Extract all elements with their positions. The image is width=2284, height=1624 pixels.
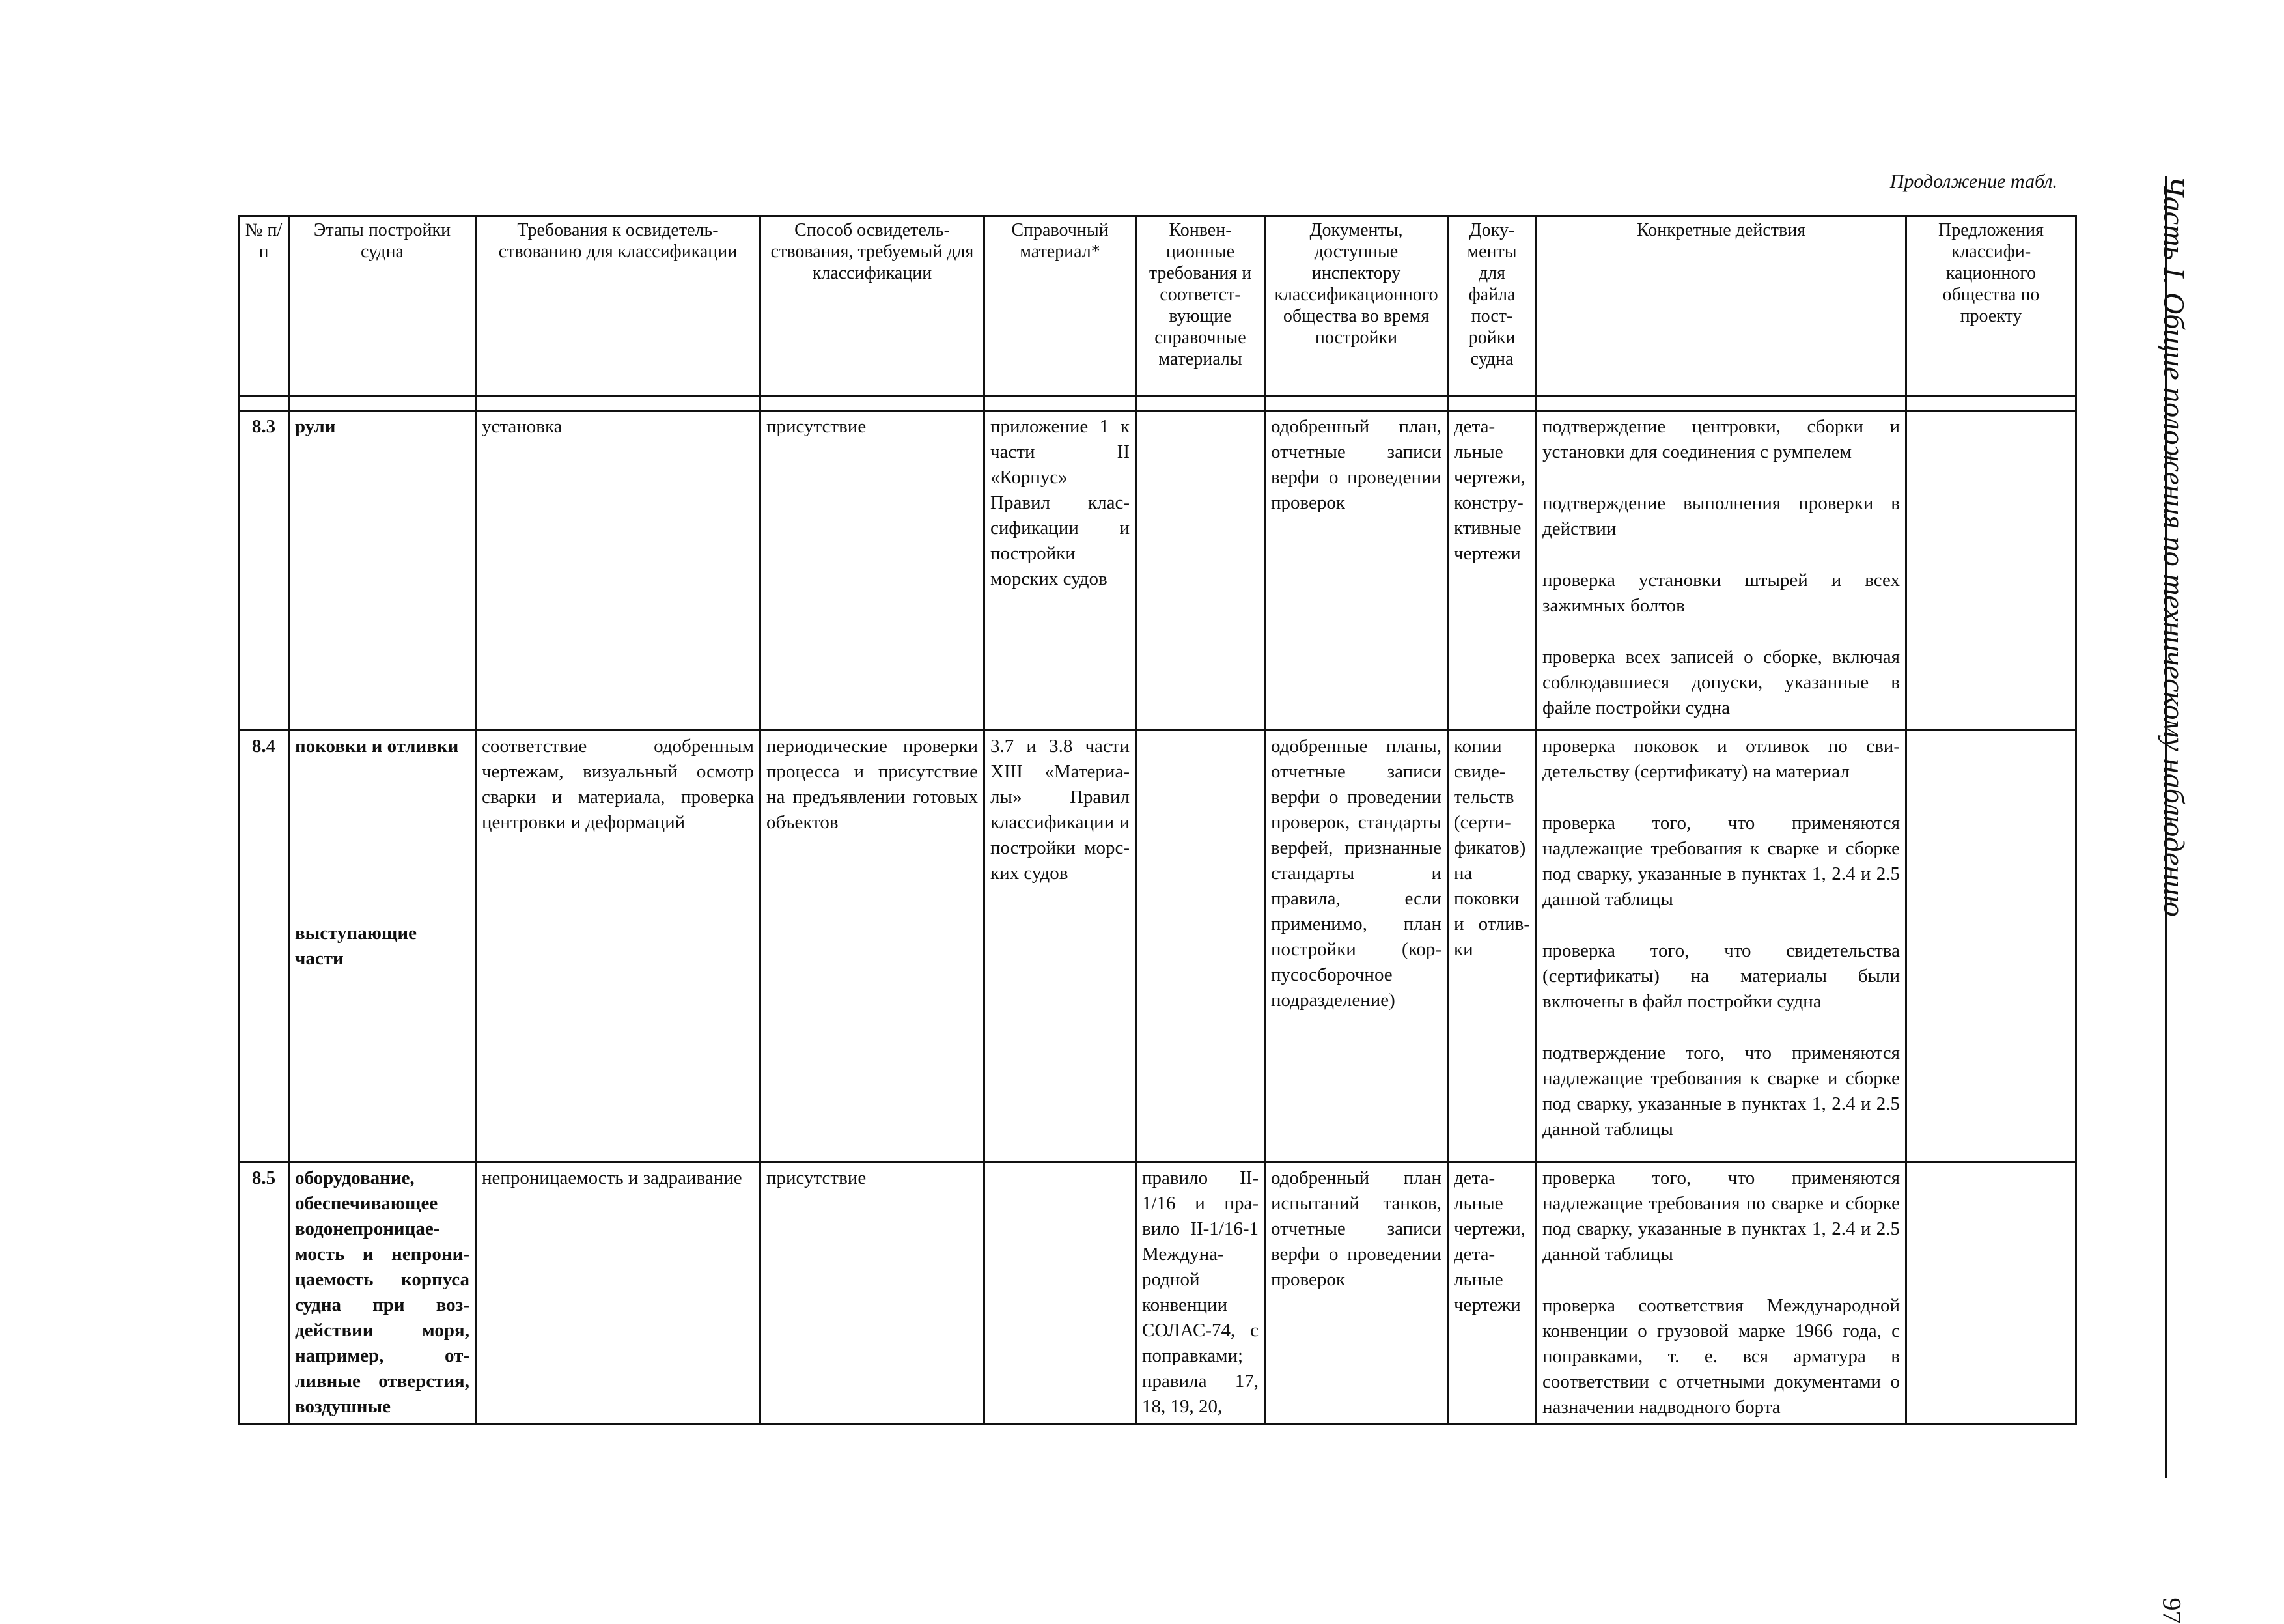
action-item: подтверждение выполнения проверки в действии bbox=[1542, 493, 1900, 539]
action-item: проверка установки штырей и всех зажимных болтов bbox=[1542, 570, 1900, 616]
inspection-table bbox=[238, 215, 2077, 1425]
header-documents: Документы, доступные инспектору классификационного общества во время постройки bbox=[1265, 216, 1448, 397]
header-file-docs: Документы для файла постройки судна bbox=[1448, 216, 1537, 397]
table-row bbox=[239, 411, 2076, 731]
reference-cell bbox=[984, 1162, 1136, 1425]
action-item: подтверждение того, что применяются надлежащие требования к сварке и сборке под сварку, указанные в пунктах 1, 2.4 и 2.5 данной таблицы bbox=[1542, 1043, 1900, 1140]
documents-cell: одобренный план испытаний танков, отчетные записи верфи о проведении проверок bbox=[1265, 1162, 1448, 1425]
proposals-cell bbox=[1906, 411, 2076, 731]
action-item: проверка того, что применяются надлежащие требования к сварке и сборке под сварку, указанные в пунктах 1, 2.4 и 2.5 данной таблицы bbox=[1542, 813, 1900, 910]
side-header bbox=[2157, 176, 2206, 1624]
action-item: проверка того, что применяются надлежащие требования по сварке и сборке под сварку, указанные в пунктах 1, 2.4 и 2.5 данной таблицы bbox=[1542, 1168, 1900, 1265]
header-num: № п/п bbox=[239, 216, 289, 397]
actions-cell bbox=[1537, 1162, 1906, 1425]
reference-cell: приложение 1 к части II «Корпус» Правил классификации и постройки морских судов bbox=[984, 411, 1136, 731]
action-item: проверка соответствия Международной конвенции о грузовой марке 1966 года, с поправками, т. е. вся арматура в соответствии с отчетными документами о назначении надводного борта bbox=[1542, 1295, 1900, 1418]
convention-cell bbox=[1136, 731, 1265, 1162]
stage-cell: рули bbox=[289, 411, 476, 731]
method-cell: периодические проверки процесса и присутствие на предъявлении готовых объектов bbox=[760, 731, 984, 1162]
file-docs-cell: детальные чертежи, детальные чертежи bbox=[1448, 1162, 1537, 1425]
header-actions: Конкретные действия bbox=[1537, 216, 1906, 397]
action-item: проверка всех записей о сборке, включая соблюдавшиеся допуски, указанные в файле постройки судна bbox=[1542, 647, 1900, 718]
row-number: 8.3 bbox=[239, 411, 289, 731]
page-number: 97 bbox=[2157, 1597, 2187, 1624]
documents-cell: одобренный план, отчетные записи верфи о проведении проверок bbox=[1265, 411, 1448, 731]
reference-cell: 3.7 и 3.8 части XIII «Материалы» Правил классификации и постройки морских судов bbox=[984, 731, 1136, 1162]
spacer-row bbox=[239, 397, 2076, 411]
header-proposals: Предложения классификационного общества по проекту bbox=[1906, 216, 2076, 397]
actions-cell bbox=[1537, 731, 1906, 1162]
header-requirements: Требования к освидетельствованию для классификации bbox=[476, 216, 760, 397]
proposals-cell bbox=[1906, 1162, 2076, 1425]
requirements-cell: непроницаемость и задраивание bbox=[476, 1162, 760, 1425]
action-item: подтверждение центровки, сборки и установки для соединения с румпелем bbox=[1542, 416, 1900, 462]
actions-cell bbox=[1537, 411, 1906, 731]
header-row bbox=[239, 216, 2076, 397]
proposals-cell bbox=[1906, 731, 2076, 1162]
documents-cell: одобренные планы, отчетные записи верфи о проведении проверок, стандарты верфей, признанные стандарты и правила, если применимо, план постройки (корпусосборочное подразделение) bbox=[1265, 731, 1448, 1162]
row-number: 8.5 bbox=[239, 1162, 289, 1425]
file-docs-cell: детальные чертежи, конструктивные чертежи bbox=[1448, 411, 1537, 731]
header-stage: Этапы постройки судна bbox=[289, 216, 476, 397]
table-row bbox=[239, 1162, 2076, 1425]
file-docs-cell: копии свидетельств (сертификатов) на поковки и отливки bbox=[1448, 731, 1537, 1162]
stage-label: поковки и отливки bbox=[295, 736, 459, 757]
action-item: проверка поковок и отливок по свидетельству (сертификату) на материал bbox=[1542, 736, 1900, 782]
continuation-label: Продолжение табл. bbox=[1889, 171, 2057, 192]
method-cell: присутствие bbox=[760, 411, 984, 731]
requirements-cell: установка bbox=[476, 411, 760, 731]
row-number: 8.4 bbox=[239, 731, 289, 1162]
convention-cell: правило II-1/16 и правило II-1/16-1 Международной конвенции СОЛАС-74, с поправками; правила 17, 18, 19, 20, bbox=[1136, 1162, 1265, 1425]
stage-cell: оборудование, обеспечивающее водонепроницаемость и непроницаемость корпуса судна при воздействии моря, например, отливные отверстия, воздушные bbox=[289, 1162, 476, 1425]
stage-sub-label: выступающие части bbox=[295, 923, 417, 969]
table-row bbox=[239, 731, 2076, 1162]
stage-cell bbox=[289, 731, 476, 1162]
side-title: Часть I. Общие положения по техническому наблюдению bbox=[2158, 176, 2191, 917]
header-convention: Конвенционные требования и соответствующие справочные материалы bbox=[1136, 216, 1265, 397]
header-method: Способ освидетельствования, требуемый для классификации bbox=[760, 216, 984, 397]
action-item: проверка того, что свидетельства (сертификаты) на материалы были включены в файл постройки судна bbox=[1542, 940, 1900, 1012]
method-cell: присутствие bbox=[760, 1162, 984, 1425]
header-reference: Справочный материал* bbox=[984, 216, 1136, 397]
convention-cell bbox=[1136, 411, 1265, 731]
requirements-cell: соответствие одобренным чертежам, визуальный осмотр сварки и материала, проверка центровки и деформаций bbox=[476, 731, 760, 1162]
